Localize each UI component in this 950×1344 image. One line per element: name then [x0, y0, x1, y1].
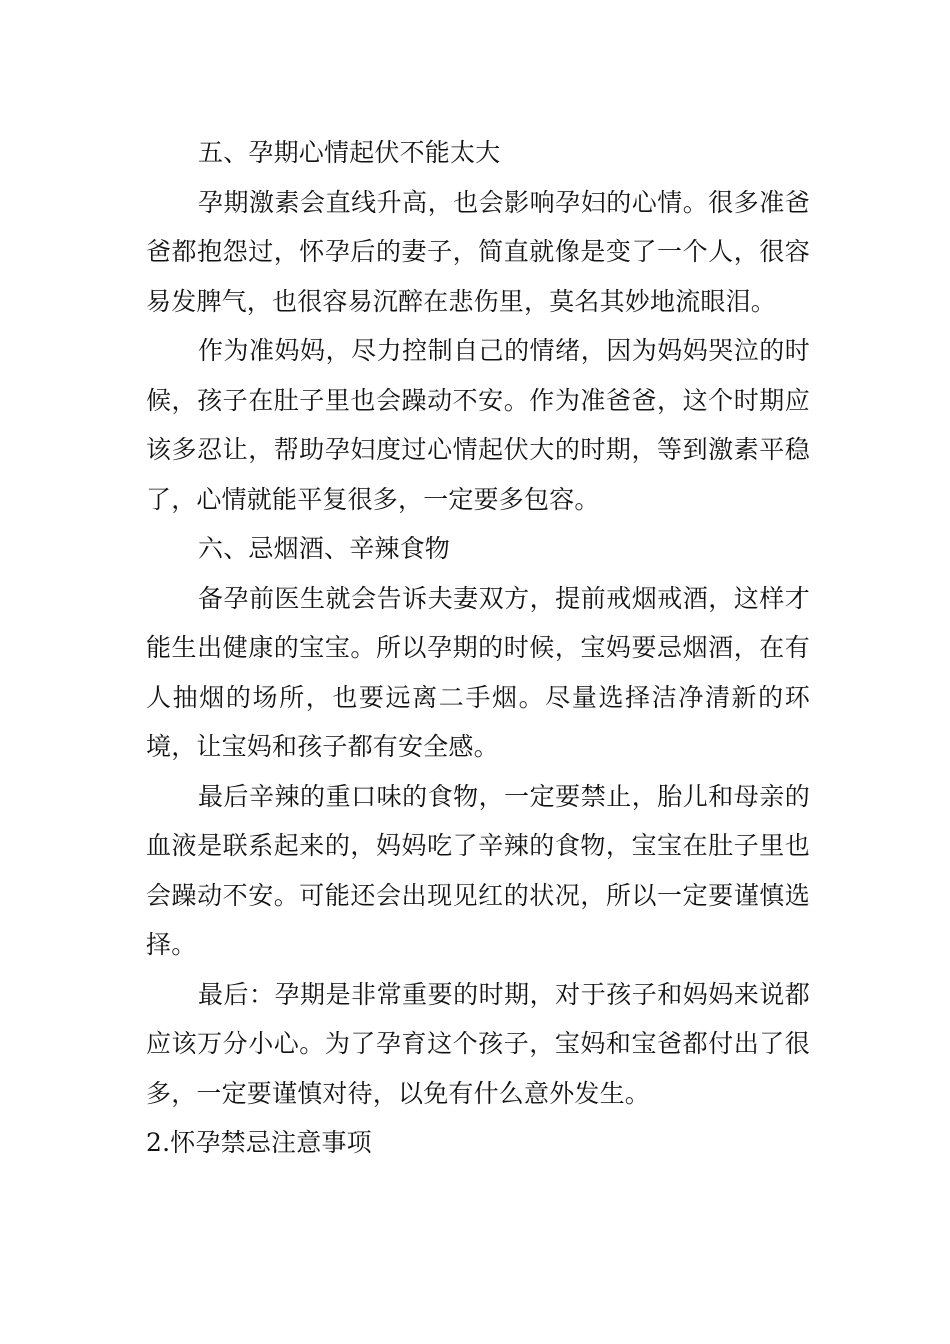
- section-title-pregnancy-taboos: 2.怀孕禁忌注意事项: [146, 1128, 372, 1157]
- heading-mood-swings: 五、孕期心情起伏不能太大: [198, 138, 501, 167]
- paragraph-emotion-control: 作为准妈妈，尽力控制自己的情绪，因为妈妈哭泣的时候，孩子在肚子里也会躁动不安。作为准爸爸，这个时期应该多忍让，帮助孕妇度过心情起伏大的时期，等到激素平稳了，心情就能平复很多，一定要多包容。: [146, 336, 810, 514]
- paragraph-spicy-food: 最后辛辣的重口味的食物，一定要禁止，胎儿和母亲的血液是联系起来的，妈妈吃了辛辣的食物，宝宝在肚子里也会躁动不安。可能还会出现见红的状况，所以一定要谨慎选择。: [146, 781, 810, 959]
- paragraph-hormones: 孕期激素会直线升高，也会影响孕妇的心情。很多准爸爸都抱怨过，怀孕后的妻子，简直就像是变了一个人，很容易发脾气，也很容易沉醉在悲伤里，莫名其妙地流眼泪。: [146, 187, 810, 316]
- paragraph-quit-smoking: 备孕前医生就会告诉夫妻双方，提前戒烟戒酒，这样才能生出健康的宝宝。所以孕期的时候，宝妈要忌烟酒，在有人抽烟的场所，也要远离二手烟。尽量选择洁净清新的环境，让宝妈和孩子都有安全感。: [146, 583, 810, 761]
- heading-avoid-smoking-drinking-spicy: 六、忌烟酒、辛辣食物: [198, 534, 451, 563]
- paragraph-conclusion: 最后：孕期是非常重要的时期，对于孩子和妈妈来说都应该万分小心。为了孕育这个孩子，宝妈和宝爸都付出了很多，一定要谨慎对待，以免有什么意外发生。: [146, 979, 810, 1108]
- document-body: [146, 128, 810, 1168]
